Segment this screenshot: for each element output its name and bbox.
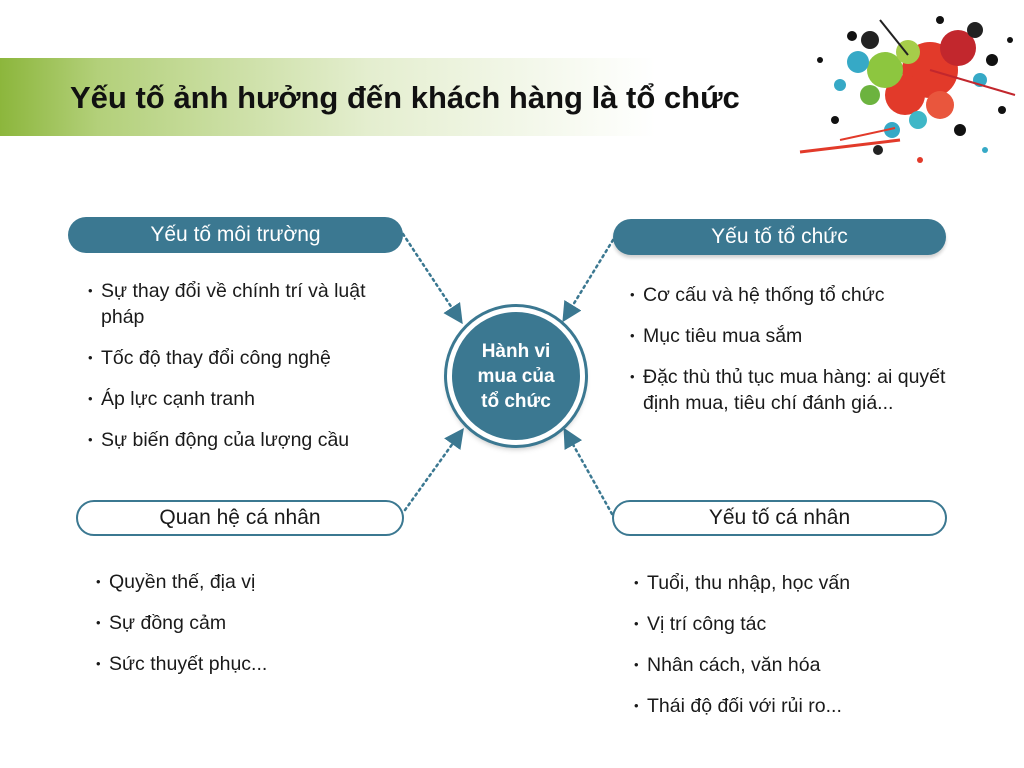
list-item: • Sự thay đổi về chính trí và luật pháp xyxy=(88,278,388,330)
list-item: • Nhân cách, văn hóa xyxy=(634,652,954,678)
list-relationships xyxy=(96,569,396,692)
connector-relationships xyxy=(405,432,461,510)
list-environment xyxy=(88,278,388,468)
slide-title: Yếu tố ảnh hưởng đến khách hàng là tổ chức xyxy=(70,80,740,115)
list-item: • Cơ cấu và hệ thống tổ chức xyxy=(630,282,950,308)
list-item: • Đặc thù thủ tục mua hàng: ai quyết định mua, tiêu chí đánh giá... xyxy=(630,364,950,416)
list-personal xyxy=(634,570,954,734)
heading-personal-label: Yếu tố cá nhân xyxy=(708,506,851,529)
center-node xyxy=(447,307,585,445)
connector-organization xyxy=(565,240,613,318)
list-item: • Quyền thế, địa vị xyxy=(96,569,396,595)
heading-organization xyxy=(613,219,946,255)
list-item: • Thái độ đối với rủi ro... xyxy=(634,693,954,719)
list-item: • Áp lực cạnh tranh xyxy=(88,386,388,412)
heading-environment-label: Yếu tố môi trường xyxy=(150,223,321,246)
connector-personal xyxy=(566,432,612,514)
list-item: • Tuổi, thu nhập, học vấn xyxy=(634,570,954,596)
heading-relationships xyxy=(76,500,404,536)
list-item: • Mục tiêu mua sắm xyxy=(630,323,950,349)
list-item: • Sức thuyết phục... xyxy=(96,651,396,677)
list-item: • Sự đồng cảm xyxy=(96,610,396,636)
heading-personal xyxy=(612,500,947,536)
list-item: • Vị trí công tác xyxy=(634,611,954,637)
center-label: Hành vi mua của tổ chức xyxy=(477,340,555,412)
heading-environment xyxy=(68,217,403,253)
list-organization xyxy=(630,282,950,431)
connector-environment xyxy=(403,234,460,320)
heading-organization-label: Yếu tố tổ chức xyxy=(711,225,848,248)
list-item: • Tốc độ thay đổi công nghệ xyxy=(88,345,388,371)
heading-relationships-label: Quan hệ cá nhân xyxy=(159,506,321,529)
list-item: • Sự biến động của lượng cầu xyxy=(88,427,388,453)
